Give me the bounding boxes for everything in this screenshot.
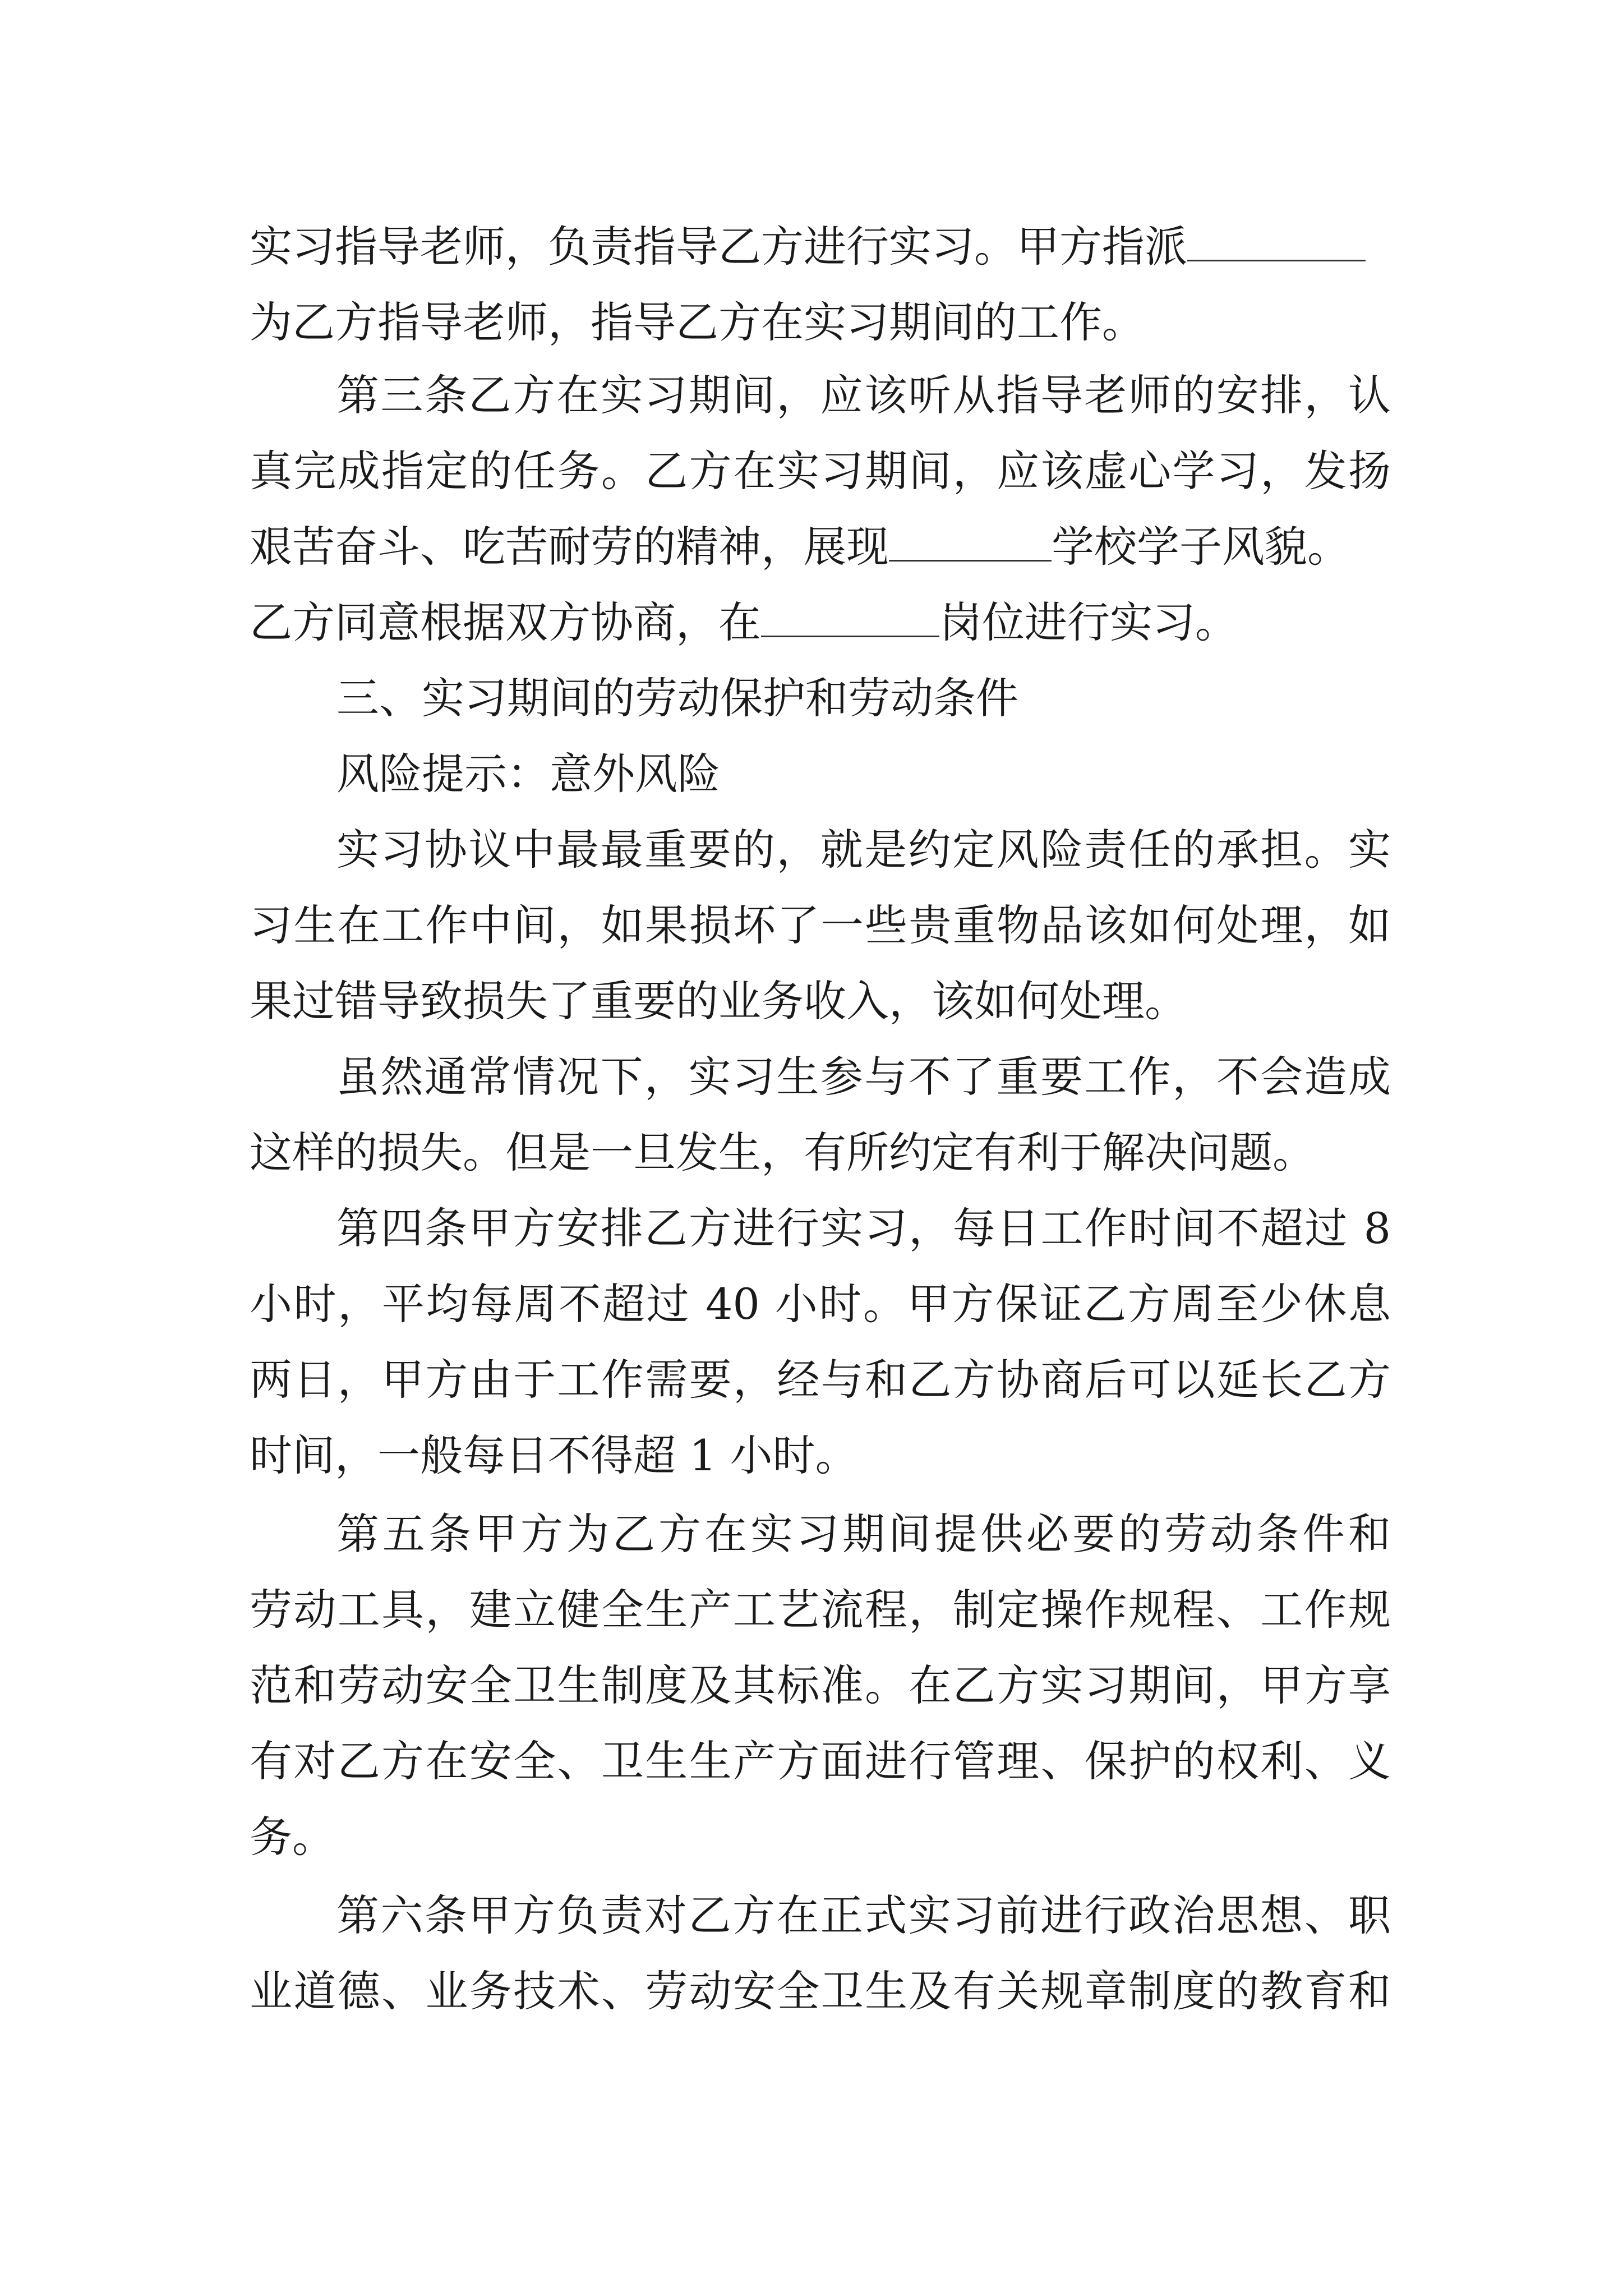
- paragraph-line: 习生在工作中间，如果损坏了一些贵重物品该如何处理，如: [250, 900, 1391, 950]
- risk-note: 风险提示：意外风险: [336, 749, 720, 799]
- paragraph-line: 为乙方指导老师，指导乙方在实习期间的工作。: [250, 297, 1145, 347]
- text-run: 实习指导老师，负责指导乙方进行实习。甲方指派: [250, 222, 1187, 272]
- paragraph-line: [250, 219, 1366, 275]
- paragraph-line: 第六条甲方负责对乙方在正式实习前进行政治思想、职: [336, 1890, 1391, 1940]
- fill-in-blank: [1187, 225, 1366, 261]
- paragraph-line: 务。: [250, 1812, 335, 1862]
- paragraph-line: 业道德、业务技术、劳动安全卫生及有关规章制度的教育和: [250, 1966, 1391, 2016]
- paragraph-line: 虽然通常情况下，实习生参与不了重要工作，不会造成: [336, 1052, 1391, 1102]
- paragraph-line: 时间，一般每日不得超 1 小时。: [250, 1430, 858, 1480]
- paragraph-line: 果过错导致损失了重要的业务收入，该如何处理。: [250, 976, 1187, 1026]
- fill-in-blank: [761, 601, 939, 637]
- section-heading: 三、实习期间的劳动保护和劳动条件: [336, 673, 1018, 723]
- text-run: 岗位进行实习。: [939, 597, 1238, 647]
- paragraph-line: 两日，甲方由于工作需要，经与和乙方协商后可以延长乙方: [250, 1355, 1391, 1405]
- paragraph-line: 实习协议中最最重要的，就是约定风险责任的承担。实: [336, 825, 1391, 875]
- paragraph-line: 第四条甲方安排乙方进行实习，每日工作时间不超过 8: [336, 1203, 1391, 1253]
- text-run: 学校学子风貌。: [1052, 522, 1350, 572]
- paragraph-line: [250, 519, 1350, 575]
- paragraph-line: 这样的损失。但是一旦发生，有所约定有利于解决问题。: [250, 1128, 1315, 1177]
- paragraph-line: [250, 595, 1238, 651]
- fill-in-blank: [889, 525, 1052, 562]
- text-run: 乙方同意根据双方协商，在: [250, 597, 761, 647]
- text-run: 艰苦奋斗、吃苦耐劳的精神，展现: [250, 522, 889, 572]
- paragraph-line: 第五条甲方为乙方在实习期间提供必要的劳动条件和: [336, 1509, 1391, 1559]
- paragraph-line: 小时，平均每周不超过 40 小时。甲方保证乙方周至少休息: [250, 1279, 1391, 1329]
- paragraph-line: 劳动工具，建立健全生产工艺流程，制定操作规程、工作规: [250, 1585, 1391, 1635]
- paragraph-line: 真完成指定的任务。乙方在实习期间，应该虚心学习，发扬: [250, 446, 1391, 496]
- paragraph-line: 第三条乙方在实习期间，应该听从指导老师的安排，认: [336, 370, 1391, 420]
- paragraph-line: 有对乙方在安全、卫生生产方面进行管理、保护的权利、义: [250, 1736, 1391, 1786]
- paragraph-line: 范和劳动安全卫生制度及其标准。在乙方实习期间，甲方享: [250, 1660, 1391, 1710]
